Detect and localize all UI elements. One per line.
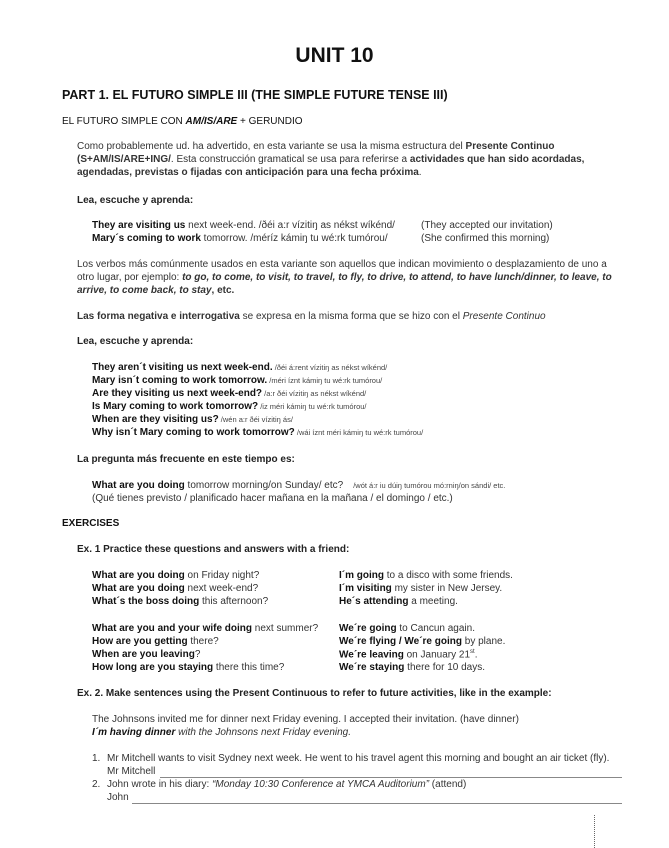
question-bold: What are you doing <box>92 480 185 491</box>
listen-heading-2: Lea, escuche y aprenda: <box>77 336 194 347</box>
ex2-item-number: 1. <box>92 753 101 764</box>
ex1-answer-text: there for 10 days. <box>404 662 485 673</box>
ex2-item-text <box>107 779 466 790</box>
ex1-answer-text: to Cancun again. <box>396 623 475 634</box>
example1-line-2 <box>92 233 388 244</box>
ex1-question-text: this afternoon? <box>199 596 269 607</box>
ex1-answer-bold: We´re leaving <box>339 649 404 661</box>
ex1-answer-bold: We´re flying / We´re going <box>339 636 462 647</box>
ex1-question-text: there? <box>187 636 219 647</box>
example1-phonetic: /méríz kámiŋ tu wé:rk tumórou/ <box>247 233 388 244</box>
ex1-question-bold: What´s the boss doing <box>92 596 200 607</box>
example2-bold: Mary isn´t coming to work tomorrow. <box>92 375 268 386</box>
ex1-question-text: next week-end? <box>184 583 259 594</box>
example2-line <box>92 375 382 386</box>
ex1-answer <box>339 623 475 634</box>
ex2-answer-line[interactable] <box>160 777 622 778</box>
example2-phonetic: /ðéi á:rent vízitiŋ as nékst wíkénd/ <box>272 363 388 372</box>
example1-phonetic: /ðéi a:r vízitiŋ as nékst wíkénd/ <box>255 220 395 231</box>
ex1-question-bold: When are you leaving <box>92 649 195 660</box>
ex1-question-bold: How are you getting <box>92 636 188 647</box>
part-heading: PART 1. EL FUTURO SIMPLE III (THE SIMPLE FUTURE TENSE III) <box>62 88 448 102</box>
ex1-answer-text: my sister in New Jersey. <box>391 583 503 594</box>
ex1-answer-sup: st <box>470 649 475 655</box>
example1-line-1 <box>92 220 395 231</box>
example1-text: tomorrow. <box>200 233 248 244</box>
ex1-answer <box>339 636 505 647</box>
ex1-question <box>92 570 259 581</box>
question-phonetic: /wót á:r iu dúiŋ tumórou mó:rniŋ/on sándi/ etc. <box>353 481 506 490</box>
negative-italic: Presente Continuo <box>462 311 546 322</box>
ex1-answer-bold: We´re staying <box>339 662 405 673</box>
ex2-example: The Johnsons invited me for dinner next Friday evening. I accepted their invitation. (have dinner) <box>92 714 519 725</box>
ex1-question-bold: What are you doing <box>92 583 185 594</box>
example2-bold: They aren´t visiting us next week-end. <box>92 362 273 373</box>
example2-phonetic: /wén a:r ðéi vízitiŋ ás/ <box>218 415 293 424</box>
page-edge-divider <box>594 815 595 848</box>
verbs-bold-italic: to go, to come, to visit, to travel, to fly, to drive, to attend, to have lunch/dinner, to leave, to arrive, to come back, to stay <box>77 272 612 296</box>
ex1-question <box>92 583 258 594</box>
question-heading: La pregunta más frecuente en este tiempo es: <box>77 454 295 465</box>
subheading <box>62 116 303 127</box>
ex1-question-bold: How long are you staying <box>92 662 214 673</box>
subheading-pre: EL FUTURO SIMPLE CON <box>62 116 186 127</box>
ex1-answer <box>339 662 485 673</box>
example1-note-1: (They accepted our invitation) <box>421 220 553 231</box>
negative-text: se expresa en la misma forma que se hizo con el <box>239 311 463 322</box>
ex2-answer-line[interactable] <box>132 803 622 804</box>
ex2-heading: Ex. 2. Make sentences using the Present Continuous to refer to future activities, like in the example: <box>77 688 552 699</box>
ex2-item-post: (attend) <box>429 779 467 790</box>
ex1-answer <box>339 596 458 607</box>
example2-phonetic: /méri íznt kámiŋ tu wé:rk tumórou/ <box>267 376 383 385</box>
example2-line <box>92 401 367 412</box>
ex1-answer-bold: We´re going <box>339 623 397 634</box>
ex1-answer <box>339 649 477 660</box>
ex2-answer-italic: with the Johnsons next Friday evening. <box>175 727 351 738</box>
verbs-text-1: Los verbos más comúnmente usados en esta variante son aquellos que indican movimiento o desplazamiento de uno a otro lugar, por ejemplo: <box>77 259 607 283</box>
ex1-heading: Ex. 1 Practice these questions and answers with a friend: <box>77 544 350 555</box>
example1-text: next week-end. <box>185 220 256 231</box>
ex1-question <box>92 623 318 634</box>
example2-phonetic: /iz méri kámiŋ tu wé:rk tumórou/ <box>258 402 367 411</box>
ex1-answer-text: on January 21 <box>403 649 471 661</box>
example2-phonetic: /wái íznt méri kámiŋ tu wé:rk tumórou/ <box>294 428 424 437</box>
ex1-question-bold: What are you doing <box>92 570 185 581</box>
exercises-heading: EXERCISES <box>62 518 120 529</box>
ex1-question-text: next summer? <box>252 623 319 634</box>
ex2-item-text: Mr Mitchell wants to visit Sydney next week. He went to his travel agent this morning and bought an air ticket (fly). <box>107 753 610 764</box>
example2-line <box>92 362 387 373</box>
example2-phonetic: /a:r ðéi vízitiŋ as nékst wíkénd/ <box>262 389 367 398</box>
example2-bold: When are they visiting us? <box>92 414 219 425</box>
question-line <box>92 480 505 491</box>
ex2-item-subject: John <box>107 792 129 803</box>
negative-bold: Las forma negativa e interrogativa <box>77 311 240 322</box>
ex1-question-text: ? <box>194 649 201 660</box>
question-translation: (Qué tienes previsto / planificado hacer mañana en la mañana / el domingo / etc.) <box>92 493 453 504</box>
page-title: UNIT 10 <box>295 44 374 67</box>
ex1-answer-text: a meeting. <box>408 596 458 607</box>
intro-text-1: Como probablemente ud. ha advertido, en esta variante se usa la misma estructura del <box>77 141 466 152</box>
ex1-question-bold: What are you and your wife doing <box>92 623 253 634</box>
ex1-question-text: there this time? <box>213 662 285 673</box>
ex1-question <box>92 596 268 607</box>
ex1-answer-text: to a disco with some friends. <box>384 570 513 581</box>
ex1-answer <box>339 570 513 581</box>
ex2-item-quote: “Monday 10:30 Conference at YMCA Auditorium” <box>212 779 430 790</box>
ex1-answer <box>339 583 502 594</box>
example1-bold: Mary´s coming to work <box>92 233 201 244</box>
intro-text-2: . Esta construcción gramatical se usa para referirse a <box>170 154 410 165</box>
ex1-question <box>92 636 219 647</box>
ex1-answer-bold: I´m visiting <box>339 583 392 594</box>
example2-line <box>92 414 293 425</box>
ex2-item-subject: Mr Mitchell <box>107 766 156 777</box>
example2-bold: Is Mary coming to work tomorrow? <box>92 401 259 412</box>
ex1-answer-bold: I´m going <box>339 570 384 581</box>
ex1-answer-text: by plane. <box>461 636 506 647</box>
ex1-question-text: on Friday night? <box>184 570 260 581</box>
ex1-question <box>92 649 200 660</box>
ex1-question <box>92 662 284 673</box>
verbs-text-2: , etc. <box>211 285 235 296</box>
ex2-answer-bold: I´m having dinner <box>92 727 176 738</box>
intro-text-3: . <box>418 167 422 178</box>
question-text: tomorrow morning/on Sunday/ etc? <box>184 480 344 491</box>
ex2-item-pre: John wrote in his diary: <box>107 779 213 790</box>
ex1-answer-text-2: . <box>474 649 478 661</box>
example2-line <box>92 388 366 399</box>
listen-heading-1: Lea, escuche y aprenda: <box>77 195 194 206</box>
example2-bold: Are they visiting us next week-end? <box>92 388 263 399</box>
ex2-item-number: 2. <box>92 779 101 790</box>
subheading-italic: AM/IS/ARE <box>185 116 238 127</box>
ex2-example-answer <box>92 727 351 738</box>
negative-paragraph <box>77 310 625 323</box>
verbs-paragraph <box>77 258 625 297</box>
example2-bold: Why isn´t Mary coming to work tomorrow? <box>92 427 295 438</box>
example1-bold: They are visiting us <box>92 220 186 231</box>
intro-bold-2: actividades que han sido acordadas, agendadas, previstas o fijadas con anticipación para una fecha próxima <box>77 154 585 178</box>
subheading-post: + GERUNDIO <box>237 116 303 127</box>
intro-bold-1: Presente Continuo (S+AM/IS/ARE+ING/ <box>77 141 555 165</box>
intro-paragraph <box>77 140 625 179</box>
ex1-answer-bold: He´s attending <box>339 596 409 607</box>
example1-note-2: (She confirmed this morning) <box>421 233 550 244</box>
example2-line <box>92 427 423 438</box>
